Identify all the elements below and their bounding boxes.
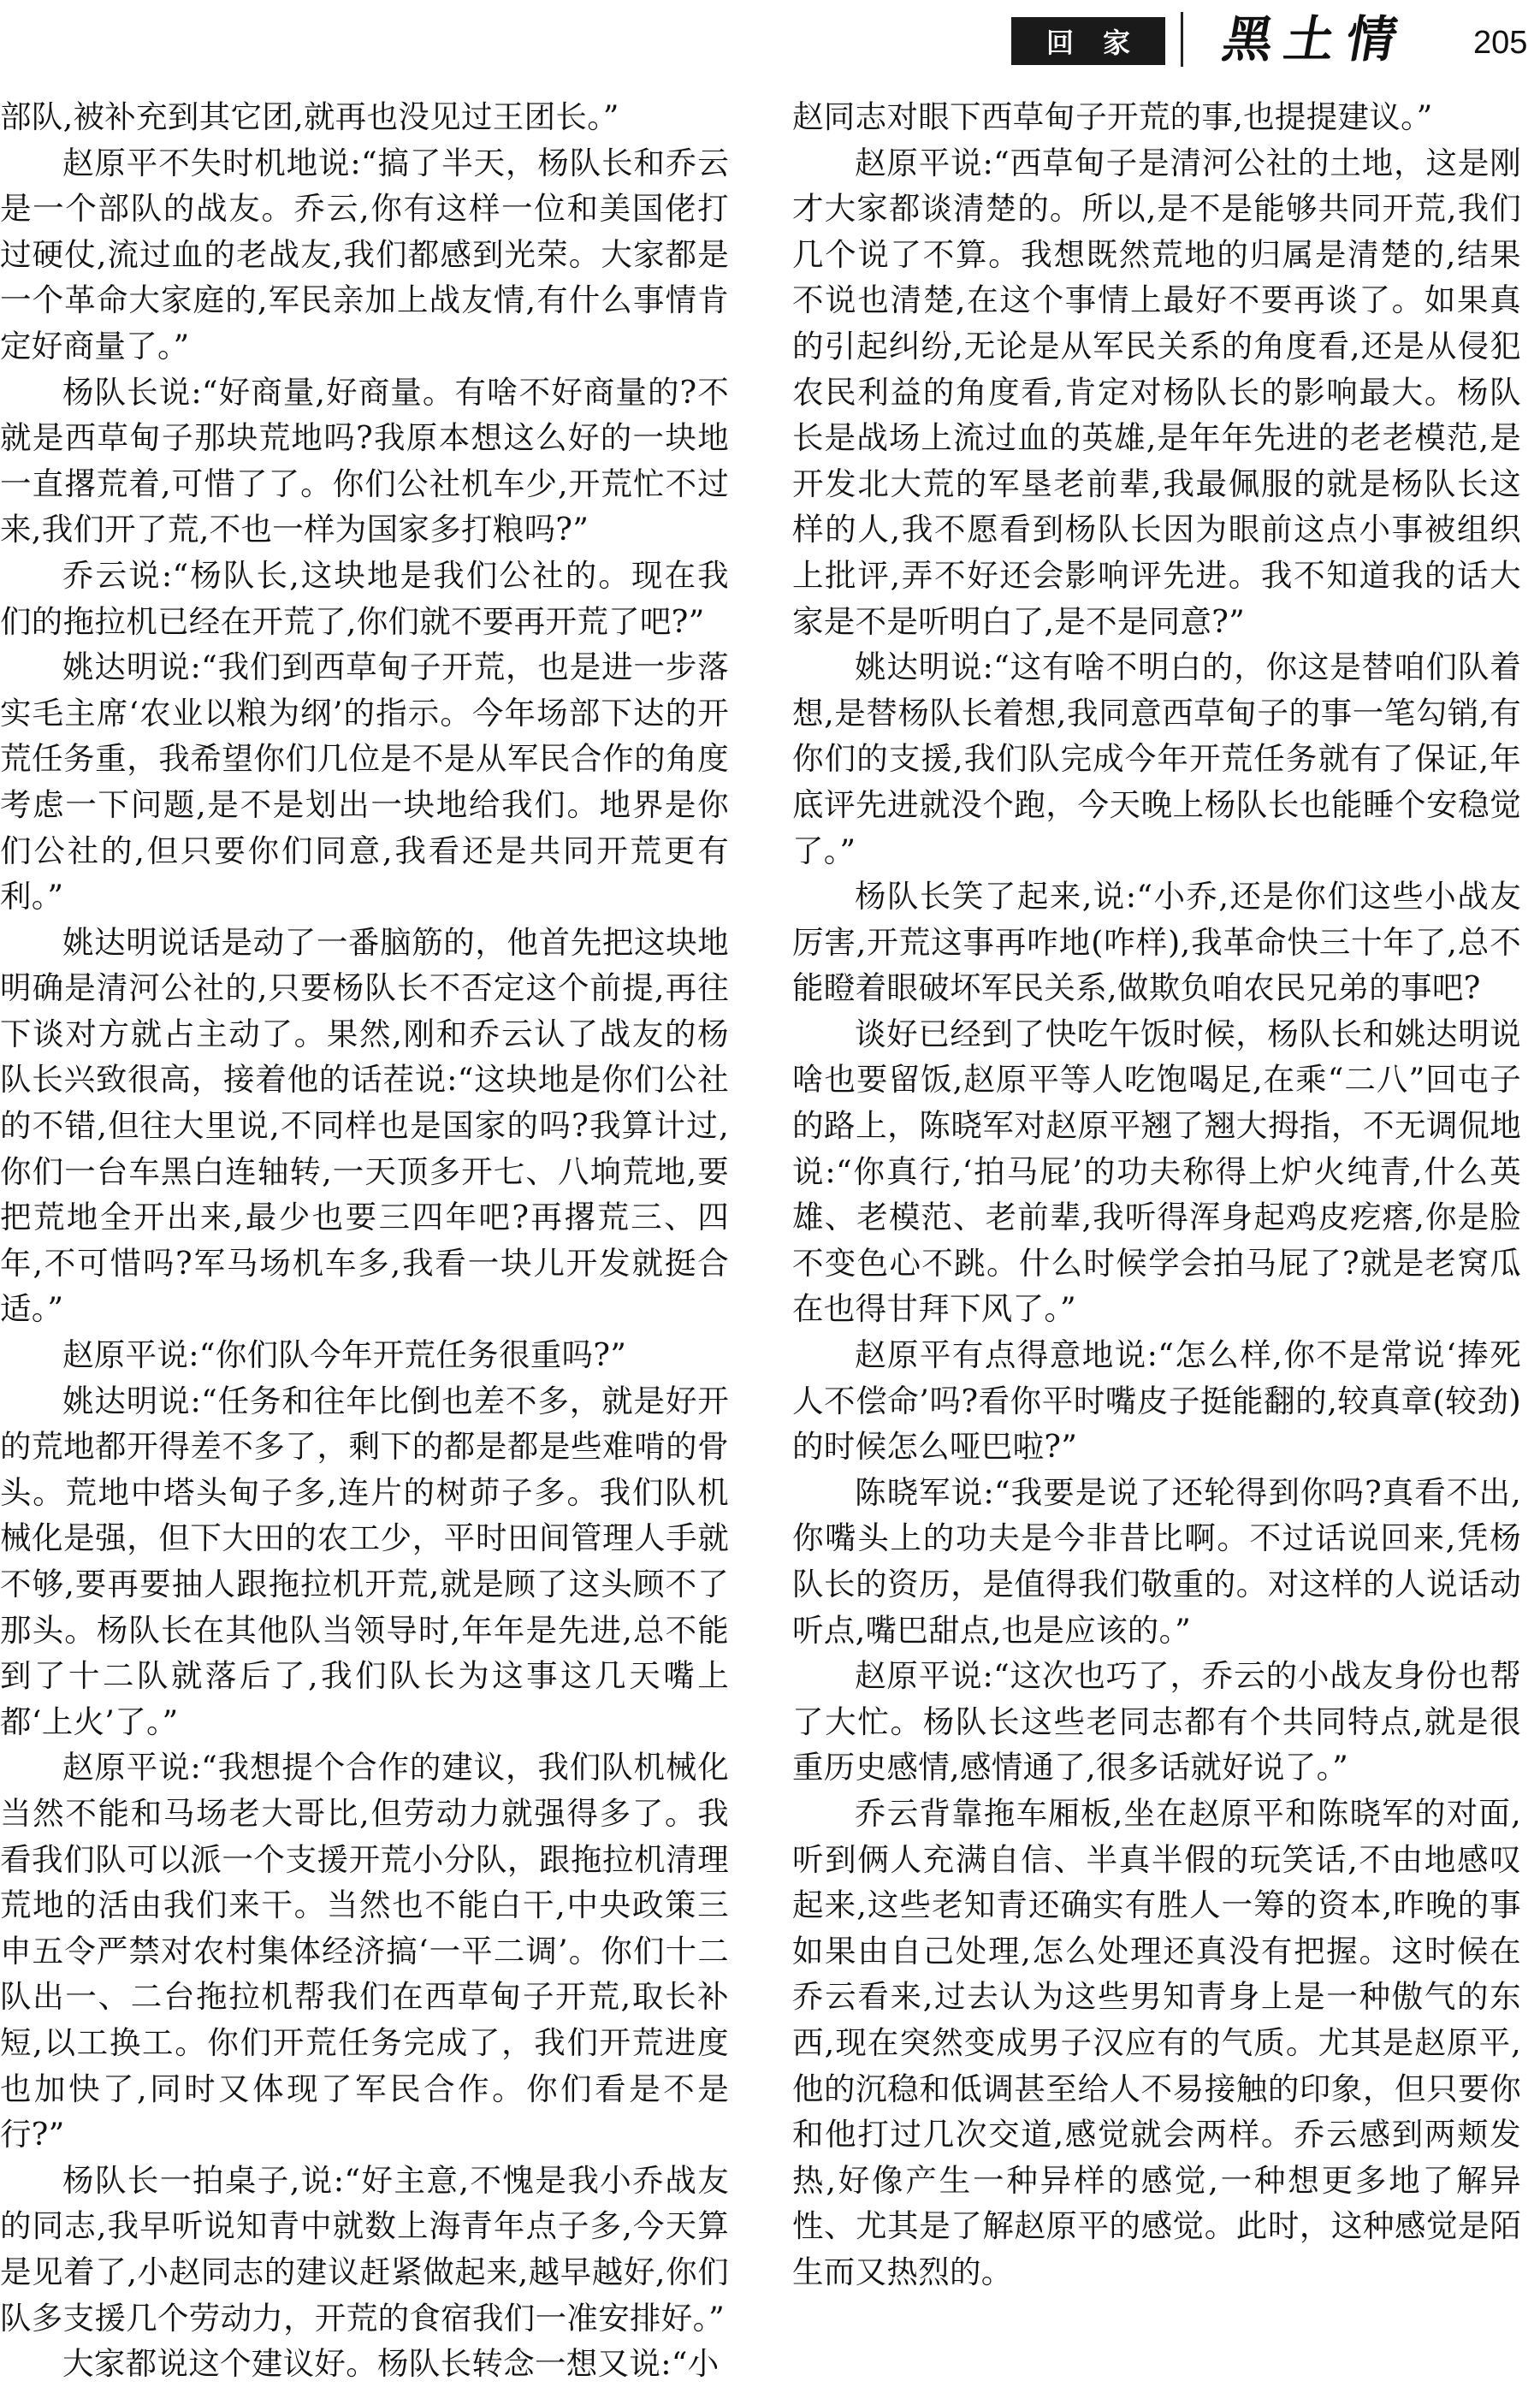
paragraph: 部队,被补充到其它团,就再也没见过王团长。” <box>0 98 619 135</box>
page-number: 205 <box>1473 25 1528 61</box>
page-header <box>0 9 1540 68</box>
paragraph: 谈好已经到了快吃午饭时候，杨队长和姚达明说啥也要留饭,赵原平等人吃饱喝足,在乘“二八”回屯子的路上，陈晓军对赵原平翘了翘大拇指，不无调侃地说:“你真行,‘拍马屁’的功夫称得上炉火纯青,什么英雄、老模范、老前辈,我听得浑身起鸡皮疙瘩,你是脸不变色心不跳。什么时候学会拍马屁了?就是老窝瓜在也得甘拜下风了。” <box>792 1015 1521 1328</box>
paragraph: 陈晓军说:“我要是说了还轮得到你吗?真看不出,你嘴头上的功夫是今非昔比啊。不过话说回来,凭杨队长的资历，是值得我们敬重的。对这样的人说话动听点,嘴巴甜点,也是应该的。” <box>792 1473 1521 1649</box>
paragraph: 乔云说:“杨队长,这块地是我们公社的。现在我们的拖拉机已经在开荒了,你们就不要再开荒了吧?” <box>0 556 729 640</box>
paragraph: 杨队长说:“好商量,好商量。有啥不好商量的?不就是西草甸子那块荒地吗?我原本想这么好的一块地一直撂荒着,可惜了了。你们公社机车少,开荒忙不过来,我们开了荒,不也一样为国家多打粮吗?” <box>0 373 729 548</box>
paragraph: 赵同志对眼下西草甸子开荒的事,也提提建议。” <box>792 98 1433 135</box>
paragraph: 杨队长笑了起来,说:“小乔,还是你们这些小战友厉害,开荒这事再咋地(咋样),我革命快三十年了,总不能瞪着眼破坏军民关系,做欺负咱农民兄弟的事吧? <box>792 878 1521 1007</box>
paragraph: 姚达明说话是动了一番脑筋的，他首先把这块地明确是清河公社的,只要杨队长不否定这个前提,再往下谈对方就占主动了。果然,刚和乔云认了战友的杨队长兴致很高，接着他的话茬说:“这块地是你们公社的不错,但往大里说,不同样也是国家的吗?我算计过,你们一台车黑白连轴转,一天顶多开七、八垧荒地,要把荒地全开出来,最少也要三四年吧?再撂荒三、四年,不可惜吗?军马场机车多,我看一块儿开发就挺合适。” <box>0 923 729 1328</box>
paragraph: 赵原平说:“我想提个合作的建议，我们队机械化当然不能和马场老大哥比,但劳动力就强得多了。我看我们队可以派一个支援开荒小分队，跟拖拉机清理荒地的活由我们来干。当然也不能白干,中央政策三申五令严禁对农村集体经济搞‘一平二调’。你们十二队出一、二台拖拉机帮我们在西草甸子开荒,取长补短,以工换工。你们开荒任务完成了，我们开荒进度也加快了,同时又体现了军民合作。你们看是不是行?” <box>0 1749 729 2153</box>
magazine-title: 黑土情 <box>1218 10 1414 68</box>
paragraph: 赵原平不失时机地说:“搞了半天，杨队长和乔云是一个部队的战友。乔云,你有这样一位和美国佬打过硬仗,流过血的老战友,我们都感到光荣。大家都是一个革命大家庭的,军民亲加上战友情,有什么事情肯定好商量了。” <box>0 144 729 364</box>
paragraph: 赵原平说:“你们队今年开荒任务很重吗?” <box>62 1336 627 1374</box>
paragraph: 大家都说这个建议好。杨队长转念一想又说:“小 <box>62 2345 720 2383</box>
paragraph: 赵原平说:“西草甸子是清河公社的土地，这是刚才大家都谈清楚的。所以,是不是能够共同开荒,我们几个说了不算。我想既然荒地的归属是清楚的,结果不说也清楚,在这个事情上最好不要再谈了。如果真的引起纠纷,无论是从军民关系的角度看,还是从侵犯农民利益的角度看,肯定对杨队长的影响最大。杨队长是战场上流过血的英雄,是年年先进的老老模范,是开发北大荒的军垦老前辈,我最佩服的就是杨队长这样的人,我不愿看到杨队长因为眼前这点小事被组织上批评,弄不好还会影响评先进。我不知道我的话大家是不是听明白了,是不是同意?” <box>792 144 1521 640</box>
header-divider <box>1181 12 1183 67</box>
paragraph: 杨队长一拍桌子,说:“好主意,不愧是我小乔战友的同志,我早听说知青中就数上海青年点子多,今天算是见着了,小赵同志的建议赶紧做起来,越早越好,你们队多支援几个劳动力，开荒的食宿我们一准安排好。” <box>0 2161 729 2337</box>
left-text-column <box>0 94 729 2383</box>
paragraph: 赵原平说:“这次也巧了，乔云的小战友身份也帮了大忙。杨队长这些老同志都有个共同特点,就是很重历史感情,感情通了,很多话就好说了。” <box>792 1657 1521 1786</box>
paragraph: 姚达明说:“我们到西草甸子开荒，也是进一步落实毛主席‘农业以粮为纲’的指示。今年场部下达的开荒任务重，我希望你们几位是不是从军民合作的角度考虑一下问题,是不是划出一块地给我们。地界是你们公社的,但只要你们同意,我看还是共同开荒更有利。” <box>0 649 729 915</box>
section-label: 回家 <box>1011 17 1165 65</box>
paragraph: 乔云背靠拖车厢板,坐在赵原平和陈晓军的对面,听到俩人充满自信、半真半假的玩笑话,不由地感叹起来,这些老知青还确实有胜人一筹的资本,昨晚的事如果由自己处理,怎么处理还真没有把握。这时候在乔云看来,过去认为这些男知青身上是一种傲气的东西,现在突然变成男子汉应有的气质。尤其是赵原平,他的沉稳和低调甚至给人不易接触的印象，但只要你和他打过几次交道,感觉就会两样。乔云感到两颊发热,好像产生一种异样的感觉,一种想更多地了解异性、尤其是了解赵原平的感觉。此时，这种感觉是陌生而又热烈的。 <box>792 1794 1521 2290</box>
paragraph: 赵原平有点得意地说:“怎么样,你不是常说‘捧死人不偿命’吗?看你平时嘴皮子挺能翻的,较真章(较劲)的时候怎么哑巴啦?” <box>792 1336 1521 1466</box>
paragraph: 姚达明说:“任务和往年比倒也差不多，就是好开的荒地都开得差不多了，剩下的都是都是些难啃的骨头。荒地中塔头甸子多,连片的树茆子多。我们队机械化是强，但下大田的农工少，平时田间管理人手就不够,要再要抽人跟拖拉机开荒,就是顾了这头顾不了那头。杨队长在其他队当领导时,年年是先进,总不能到了十二队就落后了,我们队长为这事这几天嘴上都‘上火’了。” <box>0 1382 729 1740</box>
paragraph: 姚达明说:“这有啥不明白的，你这是替咱们队着想,是替杨队长着想,我同意西草甸子的事一笔勾销,有你们的支援,我们队完成今年开荒任务就有了保证,年底评先进就没个跑，今天晚上杨队长也能睡个安稳觉了。” <box>792 649 1521 869</box>
right-text-column <box>792 94 1521 2290</box>
